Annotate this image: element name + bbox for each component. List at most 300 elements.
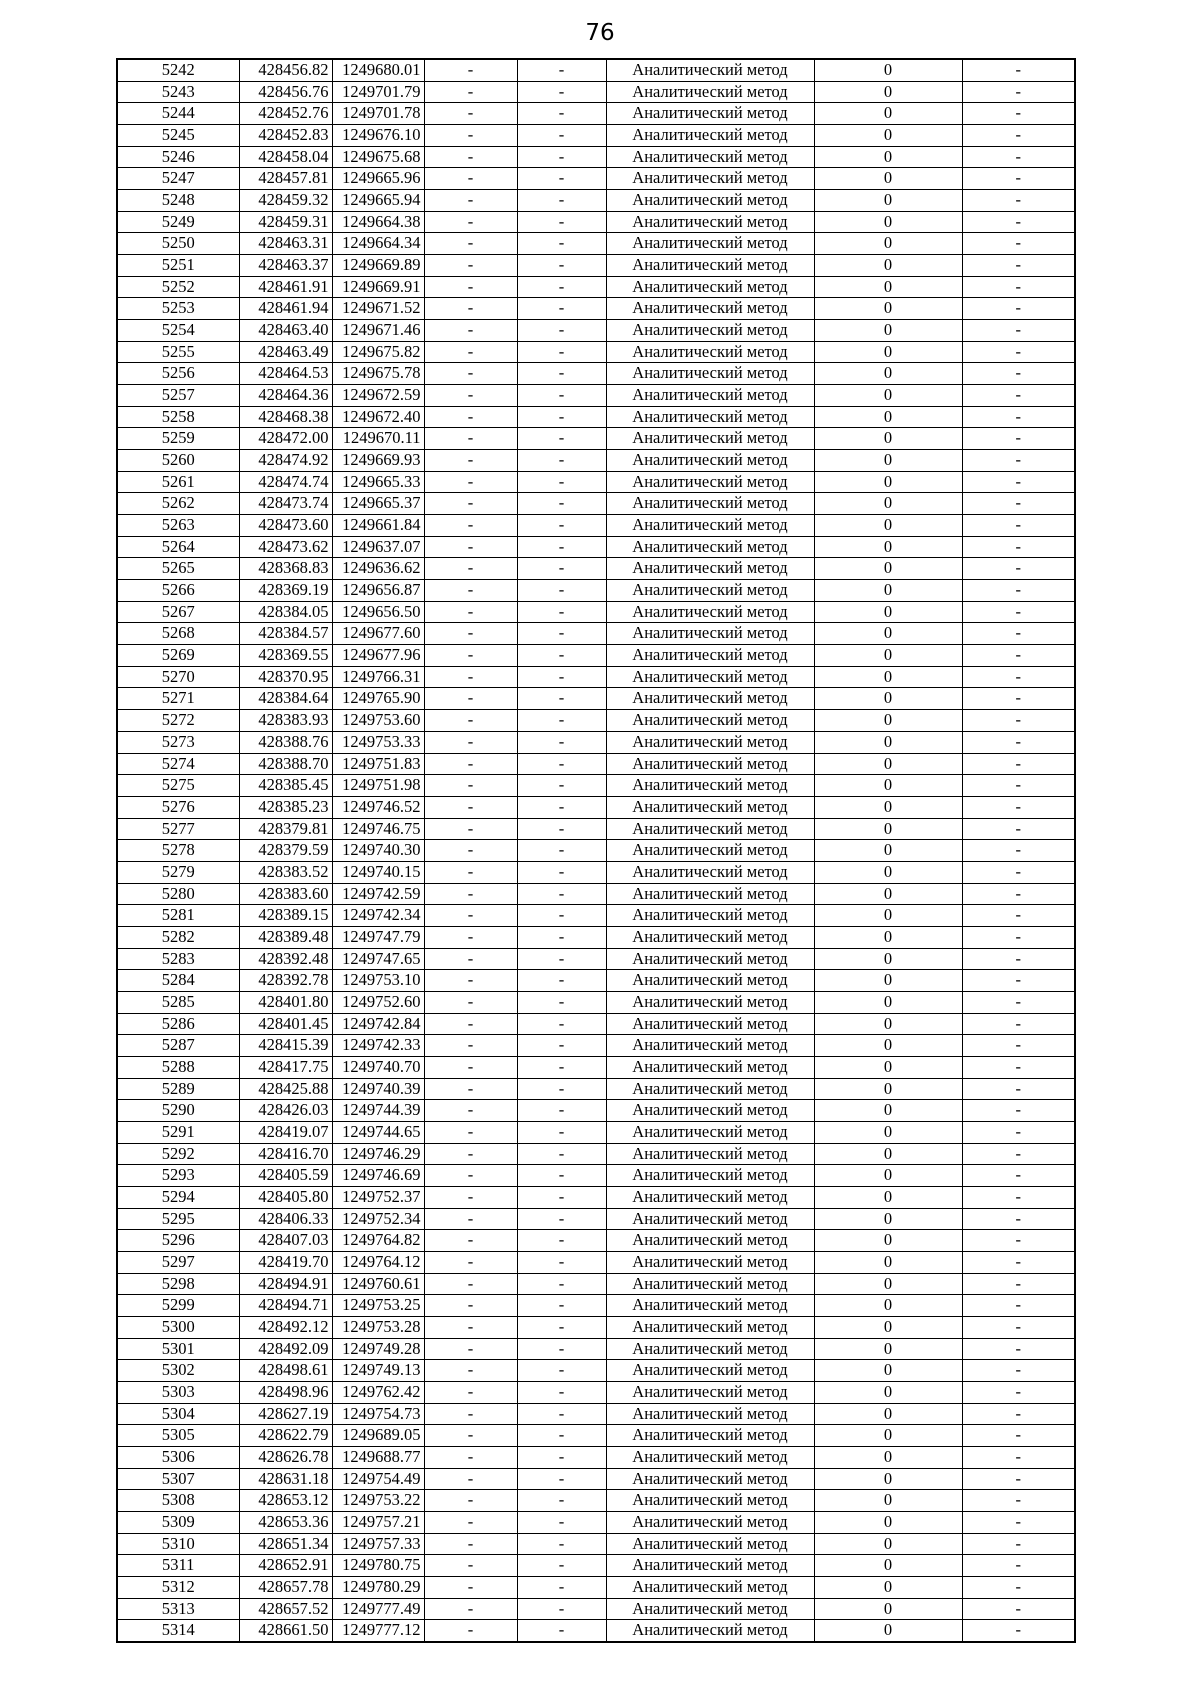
dash-cell: - (517, 1013, 606, 1035)
dash-cell: - (962, 493, 1075, 515)
y-coordinate-cell: 1249746.75 (332, 818, 424, 840)
dash-cell: - (517, 558, 606, 580)
point-number-cell: 5280 (117, 883, 239, 905)
zero-cell: 0 (814, 276, 962, 298)
method-cell: Аналитический метод (606, 991, 814, 1013)
zero-cell: 0 (814, 1468, 962, 1490)
point-number-cell: 5312 (117, 1577, 239, 1599)
dash-cell: - (424, 1143, 517, 1165)
table-row (117, 991, 1075, 1013)
dash-cell: - (517, 623, 606, 645)
method-cell: Аналитический метод (606, 558, 814, 580)
method-cell: Аналитический метод (606, 211, 814, 233)
dash-cell: - (962, 840, 1075, 862)
method-cell: Аналитический метод (606, 1620, 814, 1642)
dash-cell: - (517, 298, 606, 320)
dash-cell: - (424, 905, 517, 927)
point-number-cell: 5282 (117, 926, 239, 948)
dash-cell: - (962, 385, 1075, 407)
point-number-cell: 5295 (117, 1208, 239, 1230)
dash-cell: - (962, 190, 1075, 212)
y-coordinate-cell: 1249753.25 (332, 1295, 424, 1317)
table-row (117, 125, 1075, 147)
table-row (117, 1056, 1075, 1078)
x-coordinate-cell: 428498.61 (239, 1360, 332, 1382)
point-number-cell: 5248 (117, 190, 239, 212)
dash-cell: - (962, 1295, 1075, 1317)
table-row (117, 1100, 1075, 1122)
method-cell: Аналитический метод (606, 190, 814, 212)
table-row (117, 1555, 1075, 1577)
dash-cell: - (517, 406, 606, 428)
table-row (117, 363, 1075, 385)
dash-cell: - (517, 1230, 606, 1252)
x-coordinate-cell: 428463.49 (239, 341, 332, 363)
method-cell: Аналитический метод (606, 710, 814, 732)
dash-cell: - (517, 883, 606, 905)
point-number-cell: 5289 (117, 1078, 239, 1100)
table-row (117, 775, 1075, 797)
table-row (117, 970, 1075, 992)
method-cell: Аналитический метод (606, 1295, 814, 1317)
zero-cell: 0 (814, 363, 962, 385)
x-coordinate-cell: 428456.82 (239, 59, 332, 81)
dash-cell: - (517, 1490, 606, 1512)
dash-cell: - (424, 1577, 517, 1599)
dash-cell: - (517, 796, 606, 818)
method-cell: Аналитический метод (606, 948, 814, 970)
dash-cell: - (962, 255, 1075, 277)
dash-cell: - (424, 125, 517, 147)
y-coordinate-cell: 1249754.49 (332, 1468, 424, 1490)
zero-cell: 0 (814, 1620, 962, 1642)
method-cell: Аналитический метод (606, 753, 814, 775)
table-row (117, 103, 1075, 125)
x-coordinate-cell: 428452.83 (239, 125, 332, 147)
zero-cell: 0 (814, 1208, 962, 1230)
dash-cell: - (962, 601, 1075, 623)
x-coordinate-cell: 428631.18 (239, 1468, 332, 1490)
dash-cell: - (424, 883, 517, 905)
dash-cell: - (517, 688, 606, 710)
dash-cell: - (517, 775, 606, 797)
dash-cell: - (424, 1555, 517, 1577)
dash-cell: - (424, 991, 517, 1013)
dash-cell: - (517, 991, 606, 1013)
point-number-cell: 5254 (117, 320, 239, 342)
table-row (117, 1620, 1075, 1642)
method-cell: Аналитический метод (606, 1035, 814, 1057)
dash-cell: - (517, 1251, 606, 1273)
point-number-cell: 5265 (117, 558, 239, 580)
dash-cell: - (962, 1468, 1075, 1490)
dash-cell: - (962, 168, 1075, 190)
dash-cell: - (517, 1512, 606, 1534)
x-coordinate-cell: 428461.94 (239, 298, 332, 320)
zero-cell: 0 (814, 298, 962, 320)
point-number-cell: 5294 (117, 1186, 239, 1208)
x-coordinate-cell: 428419.70 (239, 1251, 332, 1273)
point-number-cell: 5272 (117, 710, 239, 732)
point-number-cell: 5306 (117, 1447, 239, 1469)
dash-cell: - (517, 233, 606, 255)
point-number-cell: 5281 (117, 905, 239, 927)
dash-cell: - (424, 1013, 517, 1035)
zero-cell: 0 (814, 406, 962, 428)
method-cell: Аналитический метод (606, 601, 814, 623)
zero-cell: 0 (814, 125, 962, 147)
method-cell: Аналитический метод (606, 1425, 814, 1447)
x-coordinate-cell: 428401.45 (239, 1013, 332, 1035)
dash-cell: - (517, 1338, 606, 1360)
x-coordinate-cell: 428452.76 (239, 103, 332, 125)
dash-cell: - (517, 1447, 606, 1469)
table-row (117, 1251, 1075, 1273)
y-coordinate-cell: 1249740.15 (332, 861, 424, 883)
x-coordinate-cell: 428369.55 (239, 645, 332, 667)
dash-cell: - (962, 970, 1075, 992)
dash-cell: - (962, 1273, 1075, 1295)
dash-cell: - (517, 666, 606, 688)
x-coordinate-cell: 428459.32 (239, 190, 332, 212)
x-coordinate-cell: 428406.33 (239, 1208, 332, 1230)
zero-cell: 0 (814, 1490, 962, 1512)
method-cell: Аналитический метод (606, 905, 814, 927)
dash-cell: - (962, 103, 1075, 125)
zero-cell: 0 (814, 1251, 962, 1273)
zero-cell: 0 (814, 580, 962, 602)
y-coordinate-cell: 1249746.69 (332, 1165, 424, 1187)
dash-cell: - (517, 580, 606, 602)
table-row (117, 1316, 1075, 1338)
dash-cell: - (517, 1165, 606, 1187)
point-number-cell: 5274 (117, 753, 239, 775)
method-cell: Аналитический метод (606, 125, 814, 147)
point-number-cell: 5290 (117, 1100, 239, 1122)
dash-cell: - (517, 168, 606, 190)
dash-cell: - (962, 1186, 1075, 1208)
dash-cell: - (962, 428, 1075, 450)
x-coordinate-cell: 428416.70 (239, 1143, 332, 1165)
zero-cell: 0 (814, 1555, 962, 1577)
y-coordinate-cell: 1249762.42 (332, 1381, 424, 1403)
method-cell: Аналитический метод (606, 1360, 814, 1382)
x-coordinate-cell: 428419.07 (239, 1121, 332, 1143)
method-cell: Аналитический метод (606, 883, 814, 905)
table-row (117, 385, 1075, 407)
x-coordinate-cell: 428405.80 (239, 1186, 332, 1208)
dash-cell: - (962, 1425, 1075, 1447)
dash-cell: - (424, 1035, 517, 1057)
point-number-cell: 5314 (117, 1620, 239, 1642)
table-row (117, 190, 1075, 212)
method-cell: Аналитический метод (606, 645, 814, 667)
zero-cell: 0 (814, 211, 962, 233)
point-number-cell: 5244 (117, 103, 239, 125)
method-cell: Аналитический метод (606, 1143, 814, 1165)
dash-cell: - (424, 233, 517, 255)
zero-cell: 0 (814, 471, 962, 493)
method-cell: Аналитический метод (606, 1468, 814, 1490)
x-coordinate-cell: 428389.15 (239, 905, 332, 927)
x-coordinate-cell: 428651.34 (239, 1533, 332, 1555)
dash-cell: - (962, 1143, 1075, 1165)
dash-cell: - (962, 341, 1075, 363)
dash-cell: - (424, 753, 517, 775)
dash-cell: - (424, 558, 517, 580)
zero-cell: 0 (814, 818, 962, 840)
table-row (117, 1121, 1075, 1143)
dash-cell: - (517, 1620, 606, 1642)
method-cell: Аналитический метод (606, 818, 814, 840)
x-coordinate-cell: 428388.70 (239, 753, 332, 775)
dash-cell: - (962, 471, 1075, 493)
point-number-cell: 5249 (117, 211, 239, 233)
dash-cell: - (962, 1121, 1075, 1143)
table-row (117, 796, 1075, 818)
zero-cell: 0 (814, 905, 962, 927)
x-coordinate-cell: 428657.78 (239, 1577, 332, 1599)
y-coordinate-cell: 1249742.84 (332, 1013, 424, 1035)
method-cell: Аналитический метод (606, 363, 814, 385)
table-row (117, 861, 1075, 883)
method-cell: Аналитический метод (606, 428, 814, 450)
zero-cell: 0 (814, 775, 962, 797)
point-number-cell: 5255 (117, 341, 239, 363)
y-coordinate-cell: 1249752.34 (332, 1208, 424, 1230)
dash-cell: - (424, 1425, 517, 1447)
dash-cell: - (962, 1165, 1075, 1187)
dash-cell: - (424, 146, 517, 168)
point-number-cell: 5251 (117, 255, 239, 277)
y-coordinate-cell: 1249675.82 (332, 341, 424, 363)
dash-cell: - (962, 1013, 1075, 1035)
dash-cell: - (962, 558, 1075, 580)
dash-cell: - (962, 905, 1075, 927)
y-coordinate-cell: 1249752.37 (332, 1186, 424, 1208)
dash-cell: - (424, 1251, 517, 1273)
zero-cell: 0 (814, 81, 962, 103)
dash-cell: - (962, 948, 1075, 970)
table-row (117, 1598, 1075, 1620)
y-coordinate-cell: 1249780.29 (332, 1577, 424, 1599)
point-number-cell: 5277 (117, 818, 239, 840)
method-cell: Аналитический метод (606, 796, 814, 818)
table-row (117, 450, 1075, 472)
dash-cell: - (962, 883, 1075, 905)
x-coordinate-cell: 428461.91 (239, 276, 332, 298)
dash-cell: - (424, 363, 517, 385)
point-number-cell: 5270 (117, 666, 239, 688)
point-number-cell: 5275 (117, 775, 239, 797)
y-coordinate-cell: 1249753.22 (332, 1490, 424, 1512)
table-row (117, 1273, 1075, 1295)
y-coordinate-cell: 1249675.78 (332, 363, 424, 385)
table-row (117, 168, 1075, 190)
point-number-cell: 5284 (117, 970, 239, 992)
dash-cell: - (517, 840, 606, 862)
zero-cell: 0 (814, 601, 962, 623)
x-coordinate-cell: 428492.09 (239, 1338, 332, 1360)
point-number-cell: 5310 (117, 1533, 239, 1555)
table-row (117, 493, 1075, 515)
zero-cell: 0 (814, 1035, 962, 1057)
dash-cell: - (517, 601, 606, 623)
dash-cell: - (517, 276, 606, 298)
dash-cell: - (424, 710, 517, 732)
dash-cell: - (517, 1381, 606, 1403)
dash-cell: - (517, 190, 606, 212)
y-coordinate-cell: 1249688.77 (332, 1447, 424, 1469)
dash-cell: - (517, 948, 606, 970)
method-cell: Аналитический метод (606, 1403, 814, 1425)
dash-cell: - (517, 1555, 606, 1577)
point-number-cell: 5286 (117, 1013, 239, 1035)
table-row (117, 1403, 1075, 1425)
dash-cell: - (424, 1186, 517, 1208)
y-coordinate-cell: 1249747.79 (332, 926, 424, 948)
dash-cell: - (424, 731, 517, 753)
zero-cell: 0 (814, 190, 962, 212)
method-cell: Аналитический метод (606, 688, 814, 710)
dash-cell: - (517, 1186, 606, 1208)
zero-cell: 0 (814, 1533, 962, 1555)
table-row (117, 59, 1075, 81)
dash-cell: - (424, 320, 517, 342)
y-coordinate-cell: 1249777.49 (332, 1598, 424, 1620)
table-row (117, 1577, 1075, 1599)
method-cell: Аналитический метод (606, 623, 814, 645)
method-cell: Аналитический метод (606, 1121, 814, 1143)
table-row (117, 81, 1075, 103)
dash-cell: - (517, 146, 606, 168)
zero-cell: 0 (814, 1447, 962, 1469)
dash-cell: - (517, 1056, 606, 1078)
y-coordinate-cell: 1249747.65 (332, 948, 424, 970)
point-number-cell: 5302 (117, 1360, 239, 1382)
dash-cell: - (962, 1577, 1075, 1599)
dash-cell: - (424, 666, 517, 688)
point-number-cell: 5259 (117, 428, 239, 450)
dash-cell: - (424, 450, 517, 472)
x-coordinate-cell: 428392.48 (239, 948, 332, 970)
table-row (117, 1013, 1075, 1035)
method-cell: Аналитический метод (606, 1338, 814, 1360)
method-cell: Аналитический метод (606, 1100, 814, 1122)
y-coordinate-cell: 1249672.59 (332, 385, 424, 407)
point-number-cell: 5292 (117, 1143, 239, 1165)
x-coordinate-cell: 428384.64 (239, 688, 332, 710)
method-cell: Аналитический метод (606, 1230, 814, 1252)
dash-cell: - (962, 450, 1075, 472)
dash-cell: - (517, 1360, 606, 1382)
table-row (117, 948, 1075, 970)
table-row (117, 645, 1075, 667)
dash-cell: - (517, 385, 606, 407)
method-cell: Аналитический метод (606, 1013, 814, 1035)
dash-cell: - (424, 168, 517, 190)
dash-cell: - (424, 818, 517, 840)
dash-cell: - (424, 103, 517, 125)
zero-cell: 0 (814, 493, 962, 515)
dash-cell: - (517, 1035, 606, 1057)
dash-cell: - (517, 515, 606, 537)
y-coordinate-cell: 1249671.52 (332, 298, 424, 320)
dash-cell: - (517, 59, 606, 81)
table-row (117, 1338, 1075, 1360)
dash-cell: - (424, 276, 517, 298)
x-coordinate-cell: 428405.59 (239, 1165, 332, 1187)
y-coordinate-cell: 1249765.90 (332, 688, 424, 710)
method-cell: Аналитический метод (606, 1381, 814, 1403)
x-coordinate-cell: 428426.03 (239, 1100, 332, 1122)
y-coordinate-cell: 1249754.73 (332, 1403, 424, 1425)
x-coordinate-cell: 428385.23 (239, 796, 332, 818)
dash-cell: - (424, 1360, 517, 1382)
zero-cell: 0 (814, 1078, 962, 1100)
y-coordinate-cell: 1249669.93 (332, 450, 424, 472)
point-number-cell: 5279 (117, 861, 239, 883)
dash-cell: - (962, 666, 1075, 688)
dash-cell: - (962, 623, 1075, 645)
table-row (117, 146, 1075, 168)
dash-cell: - (517, 428, 606, 450)
dash-cell: - (517, 1403, 606, 1425)
dash-cell: - (424, 255, 517, 277)
dash-cell: - (962, 818, 1075, 840)
point-number-cell: 5245 (117, 125, 239, 147)
method-cell: Аналитический метод (606, 103, 814, 125)
dash-cell: - (517, 1100, 606, 1122)
x-coordinate-cell: 428417.75 (239, 1056, 332, 1078)
x-coordinate-cell: 428474.92 (239, 450, 332, 472)
point-number-cell: 5301 (117, 1338, 239, 1360)
zero-cell: 0 (814, 796, 962, 818)
x-coordinate-cell: 428379.81 (239, 818, 332, 840)
dash-cell: - (424, 1620, 517, 1642)
y-coordinate-cell: 1249740.39 (332, 1078, 424, 1100)
table-row (117, 1468, 1075, 1490)
zero-cell: 0 (814, 840, 962, 862)
point-number-cell: 5262 (117, 493, 239, 515)
x-coordinate-cell: 428388.76 (239, 731, 332, 753)
point-number-cell: 5293 (117, 1165, 239, 1187)
x-coordinate-cell: 428474.74 (239, 471, 332, 493)
y-coordinate-cell: 1249742.33 (332, 1035, 424, 1057)
method-cell: Аналитический метод (606, 1208, 814, 1230)
point-number-cell: 5250 (117, 233, 239, 255)
zero-cell: 0 (814, 103, 962, 125)
y-coordinate-cell: 1249760.61 (332, 1273, 424, 1295)
table-row (117, 1360, 1075, 1382)
dash-cell: - (962, 796, 1075, 818)
y-coordinate-cell: 1249752.60 (332, 991, 424, 1013)
x-coordinate-cell: 428473.62 (239, 536, 332, 558)
y-coordinate-cell: 1249742.59 (332, 883, 424, 905)
method-cell: Аналитический метод (606, 471, 814, 493)
zero-cell: 0 (814, 320, 962, 342)
zero-cell: 0 (814, 450, 962, 472)
dash-cell: - (424, 1338, 517, 1360)
point-number-cell: 5304 (117, 1403, 239, 1425)
y-coordinate-cell: 1249701.78 (332, 103, 424, 125)
point-number-cell: 5264 (117, 536, 239, 558)
dash-cell: - (517, 493, 606, 515)
zero-cell: 0 (814, 991, 962, 1013)
method-cell: Аналитический метод (606, 840, 814, 862)
point-number-cell: 5303 (117, 1381, 239, 1403)
table-row (117, 233, 1075, 255)
